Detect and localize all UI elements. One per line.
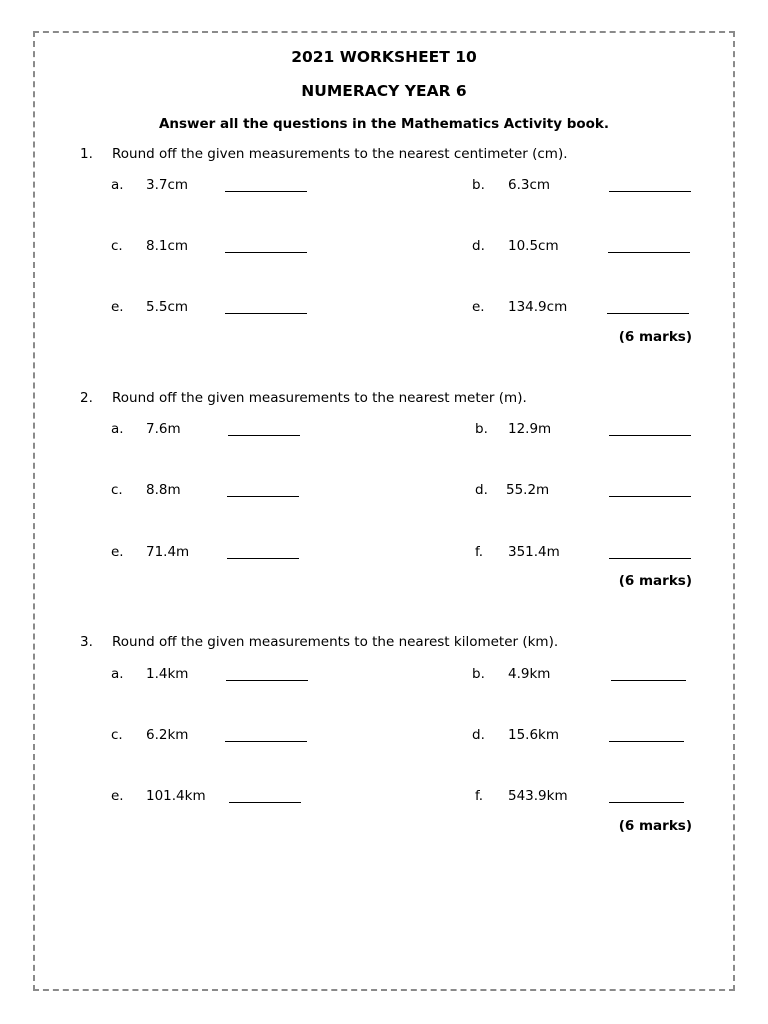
- item-value: 1.4km: [146, 666, 189, 682]
- question-text: Round off the given measurements to the nearest centimeter (cm).: [112, 146, 568, 162]
- item-label: e.: [111, 544, 124, 560]
- item-value: 12.9m: [508, 421, 552, 437]
- item-value: 5.5cm: [146, 299, 189, 315]
- item-value: 8.8m: [146, 482, 181, 498]
- item-value: 351.4m: [508, 544, 560, 560]
- marks-label: (6 marks): [618, 329, 692, 345]
- item-label: a.: [111, 177, 124, 193]
- answer-line[interactable]: [229, 802, 301, 803]
- item-value: 134.9cm: [508, 299, 568, 315]
- item-value: 3.7cm: [146, 177, 189, 193]
- question-number: 3.: [80, 634, 93, 650]
- question-text: Round off the given measurements to the nearest kilometer (km).: [112, 634, 559, 650]
- answer-line[interactable]: [607, 313, 689, 314]
- answer-line[interactable]: [609, 191, 691, 192]
- answer-line[interactable]: [608, 252, 690, 253]
- item-label: d.: [472, 238, 485, 254]
- item-label: c.: [111, 482, 123, 498]
- item-label: c.: [111, 727, 123, 743]
- item-label: c.: [111, 238, 123, 254]
- item-value: 55.2m: [506, 482, 550, 498]
- answer-line[interactable]: [227, 496, 299, 497]
- item-value: 7.6m: [146, 421, 181, 437]
- item-label: a.: [111, 421, 124, 437]
- item-label: b.: [472, 666, 485, 682]
- marks-label: (6 marks): [618, 818, 692, 834]
- item-value: 71.4m: [146, 544, 190, 560]
- item-value: 8.1cm: [146, 238, 189, 254]
- item-label: a.: [111, 666, 124, 682]
- item-label: b.: [472, 177, 485, 193]
- item-label: b.: [475, 421, 488, 437]
- answer-line[interactable]: [611, 680, 686, 681]
- item-value: 6.3cm: [508, 177, 551, 193]
- item-value: 4.9km: [508, 666, 551, 682]
- item-label: d.: [472, 727, 485, 743]
- question-number: 2.: [80, 390, 93, 406]
- answer-line[interactable]: [609, 435, 691, 436]
- item-value: 6.2km: [146, 727, 189, 743]
- instructions: Answer all the questions in the Mathematics Activity book.: [158, 116, 610, 132]
- answer-line[interactable]: [609, 802, 684, 803]
- answer-line[interactable]: [228, 435, 300, 436]
- question-number: 1.: [80, 146, 93, 162]
- item-label: e.: [472, 299, 485, 315]
- answer-line[interactable]: [609, 558, 691, 559]
- answer-line[interactable]: [609, 496, 691, 497]
- page-border: [33, 31, 735, 991]
- answer-line[interactable]: [225, 741, 307, 742]
- worksheet-subtitle: NUMERACY YEAR 6: [301, 82, 467, 100]
- item-label: d.: [475, 482, 488, 498]
- answer-line[interactable]: [225, 252, 307, 253]
- answer-line[interactable]: [225, 191, 307, 192]
- answer-line[interactable]: [226, 680, 308, 681]
- item-label: f.: [475, 788, 484, 804]
- item-value: 101.4km: [146, 788, 206, 804]
- answer-line[interactable]: [227, 558, 299, 559]
- item-label: e.: [111, 299, 124, 315]
- answer-line[interactable]: [225, 313, 307, 314]
- item-value: 15.6km: [508, 727, 560, 743]
- item-value: 543.9km: [508, 788, 568, 804]
- item-label: e.: [111, 788, 124, 804]
- item-label: f.: [475, 544, 484, 560]
- marks-label: (6 marks): [618, 573, 692, 589]
- item-value: 10.5cm: [508, 238, 559, 254]
- worksheet-title: 2021 WORKSHEET 10: [291, 48, 477, 66]
- question-text: Round off the given measurements to the nearest meter (m).: [112, 390, 527, 406]
- answer-line[interactable]: [609, 741, 684, 742]
